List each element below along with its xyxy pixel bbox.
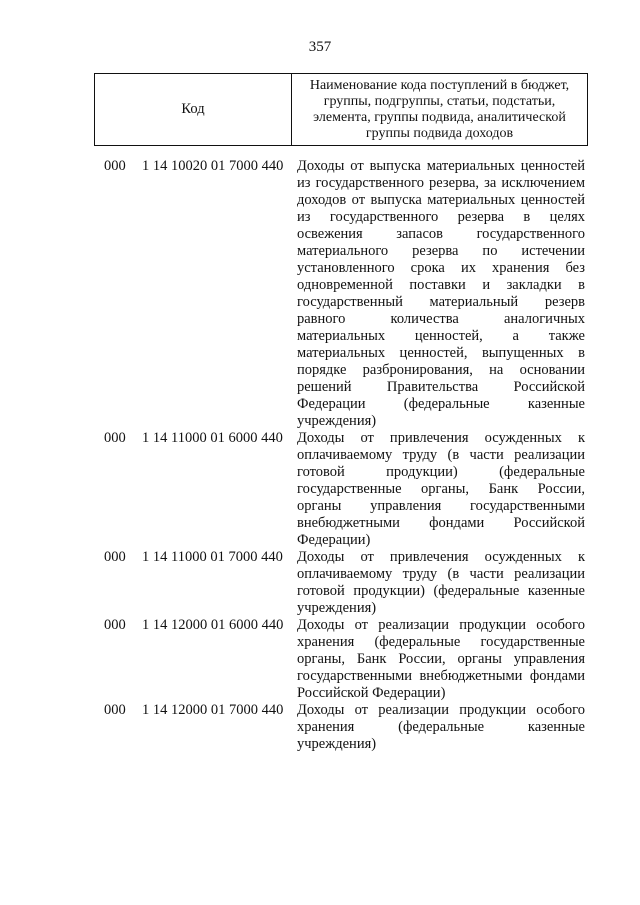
- admin-code: 000: [104, 549, 126, 565]
- revenue-description: Доходы от привлечения осужденных к оплачиваемому труду (в части реализации готовой продукции) (федеральные государственные органы, Банк России, органы управления государственными внебюджетными фондами Российской Федерации): [297, 430, 585, 548]
- table-row: [104, 702, 588, 753]
- revenue-code: 1 14 11000 01 7000 440: [142, 549, 283, 565]
- header-code-cell: Код: [95, 74, 292, 145]
- admin-code: 000: [104, 158, 126, 174]
- revenue-description: Доходы от реализации продукции особого хранения (федеральные казенные учреждения): [297, 702, 585, 752]
- admin-code: 000: [104, 430, 126, 446]
- admin-code: 000: [104, 702, 126, 718]
- revenue-code: 1 14 10020 01 7000 440: [142, 158, 284, 174]
- table-row: [104, 549, 588, 617]
- table-row: [104, 617, 588, 702]
- header-name-cell: Наименование кода поступлений в бюджет, группы, подгруппы, статьи, подстатьи, элемента, группы подвида, аналитической группы подвида доходов: [309, 77, 570, 141]
- revenue-description: Доходы от выпуска материальных ценностей из государственного резерва, за исключением доходов от выпуска материальных ценностей из государственного резерва в целях освежения запасов государственного материального резерва по истечении установленного срока их хранения без одновременной поставки и закладки в государственный материальный резерв равного количества аналогичных материальных ценностей, а также материальных ценностей, выпущенных в порядке разбронирования, на основании решений Правительства Российской Федерации (федеральные казенные учреждения): [297, 158, 585, 429]
- revenue-code: 1 14 11000 01 6000 440: [142, 430, 283, 446]
- revenue-code: 1 14 12000 01 6000 440: [142, 617, 284, 633]
- admin-code: 000: [104, 617, 126, 633]
- table-body: [104, 158, 588, 753]
- revenue-description: Доходы от реализации продукции особого хранения (федеральные государственные органы, Банк России, органы управления государственными внебюджетными фондами Российской Федерации): [297, 617, 585, 701]
- page-number: 357: [308, 39, 332, 55]
- table-row: [104, 158, 588, 430]
- table-row: [104, 430, 588, 549]
- revenue-description: Доходы от привлечения осужденных к оплачиваемому труду (в части реализации готовой продукции) (федеральные казенные учреждения): [297, 549, 585, 616]
- table-header: [94, 73, 588, 146]
- revenue-code: 1 14 12000 01 7000 440: [142, 702, 284, 718]
